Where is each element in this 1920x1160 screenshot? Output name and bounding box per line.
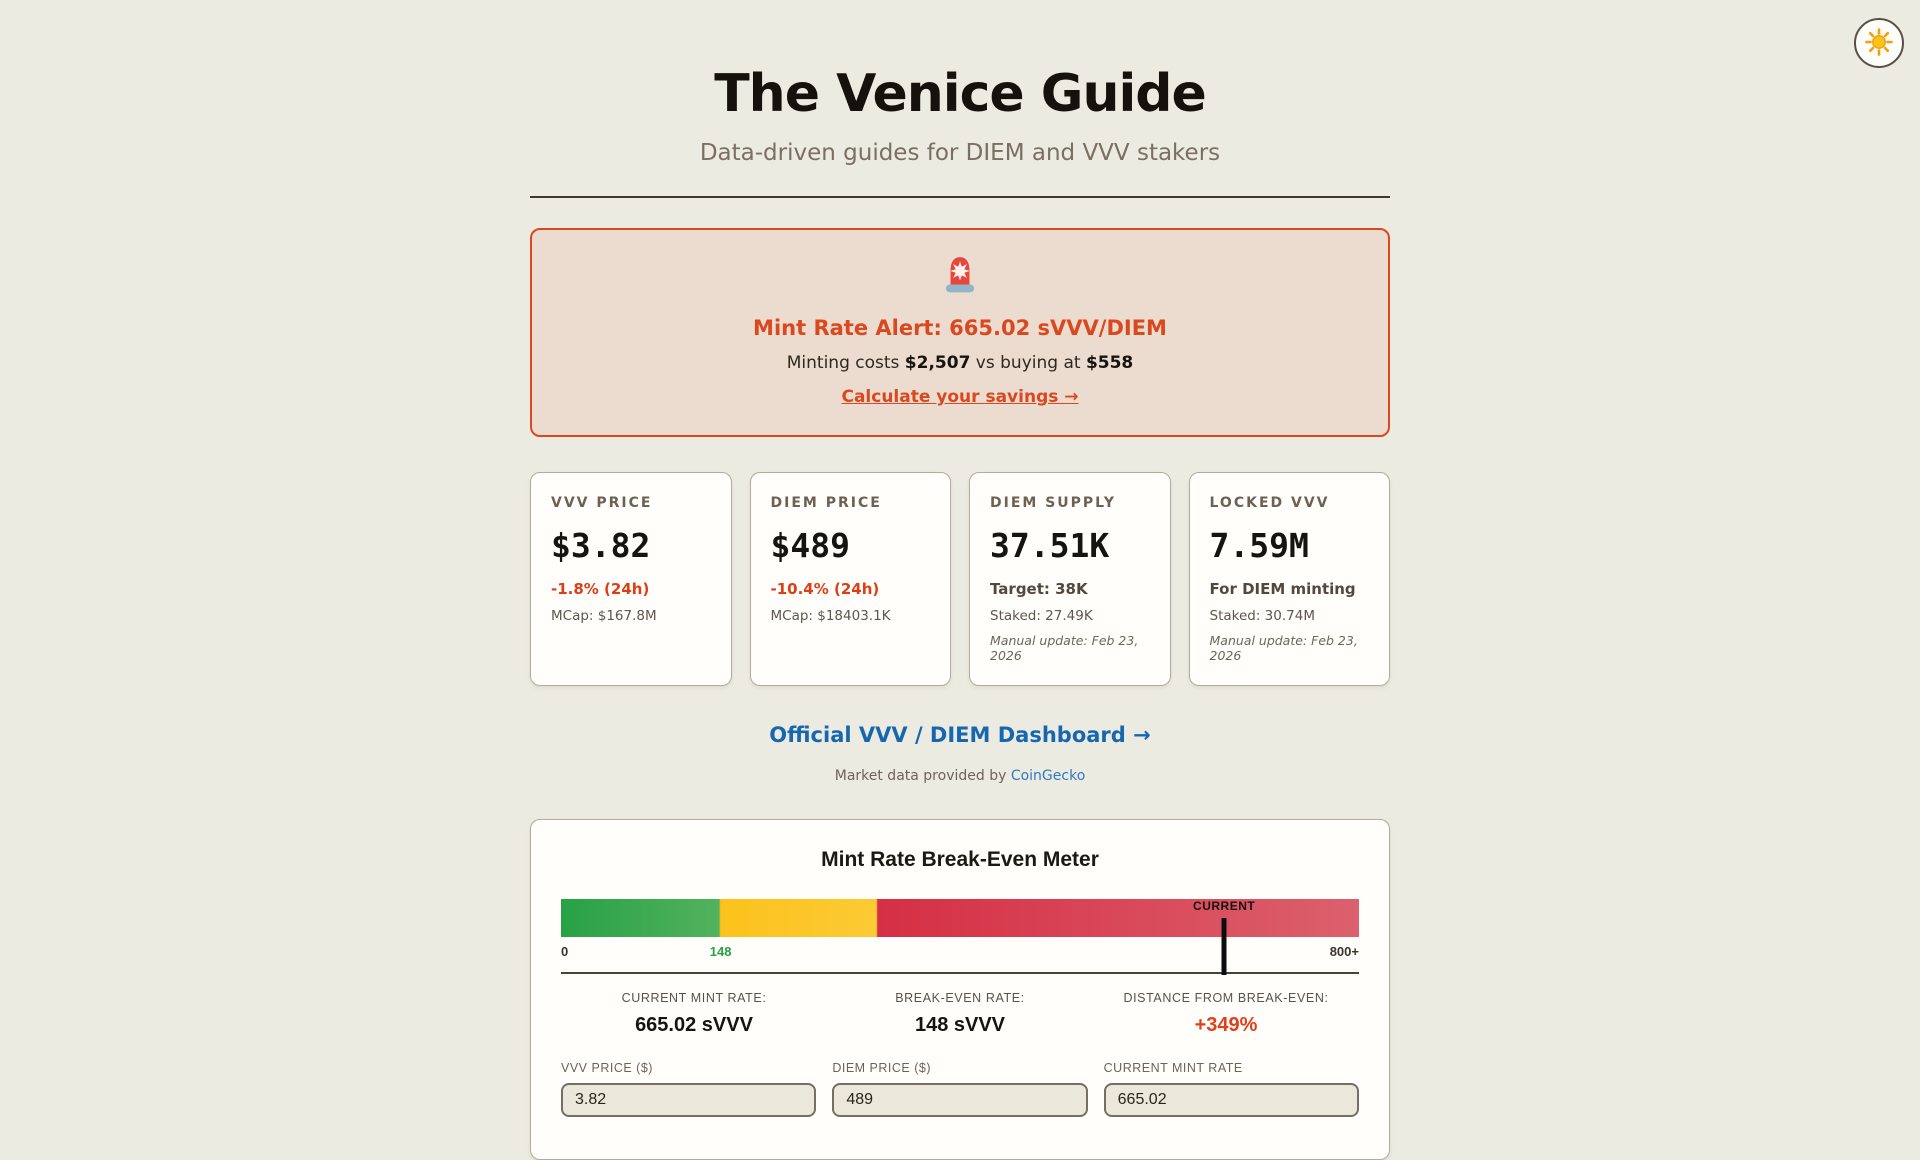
card-label: VVV PRICE (551, 495, 653, 511)
card-detail: Staked: 27.49K (990, 608, 1093, 624)
diem-price-field-group (832, 1061, 1087, 1117)
meter-inputs-row (561, 1061, 1359, 1117)
card-value: 7.59M (1209, 526, 1309, 565)
card-value: $489 (770, 526, 850, 565)
card-note: Manual update: Feb 23, 2026 (990, 633, 1139, 663)
break-even-rate-stat (827, 991, 1093, 1037)
diem-supply-card (969, 472, 1171, 686)
alert-mint-cost: $2,507 (904, 353, 971, 373)
scale-max-label: 800+ (1329, 944, 1359, 959)
card-label: DIEM PRICE (770, 495, 882, 511)
current-mint-rate-input[interactable] (1104, 1083, 1359, 1117)
data-provider-line (530, 768, 1390, 784)
alert-body (552, 353, 1368, 373)
vvv-price-card (530, 472, 732, 686)
stats-cards-row (530, 472, 1390, 686)
card-value: $3.82 (551, 526, 651, 565)
alert-body-prefix: Minting costs (786, 353, 905, 373)
provider-prefix: Market data provided by (834, 768, 1011, 784)
diem-price-input[interactable] (832, 1083, 1087, 1117)
locked-vvv-card (1189, 472, 1391, 686)
meter-title: Mint Rate Break-Even Meter (821, 848, 1099, 871)
current-mint-rate-field-group (1104, 1061, 1359, 1117)
current-marker-label: CURRENT (1193, 899, 1256, 913)
card-subtitle: Target: 38K (990, 580, 1088, 598)
meter-divider (561, 972, 1359, 974)
scale-breakeven-label: 148 (709, 944, 732, 959)
current-mint-rate-stat (561, 991, 827, 1037)
distance-from-break-even-stat (1093, 991, 1359, 1037)
calculate-savings-link[interactable]: Calculate your savings → (841, 387, 1079, 407)
vvv-price-field-group (561, 1061, 816, 1117)
card-detail: MCap: $18403.1K (770, 608, 891, 624)
current-mint-rate-input-label: CURRENT MINT RATE (1103, 1061, 1243, 1075)
mint-rate-alert-banner (530, 228, 1390, 437)
diem-price-card (750, 472, 952, 686)
stat-value: 665.02 sVVV (635, 1014, 753, 1036)
page-title: The Venice Guide (714, 64, 1206, 124)
vvv-price-input[interactable] (561, 1083, 816, 1117)
main-content (530, 0, 1390, 1160)
stat-label: CURRENT MINT RATE: (621, 991, 767, 1005)
alert-title: Mint Rate Alert: 665.02 sVVV/DIEM (753, 316, 1167, 340)
card-change: -10.4% (24h) (770, 580, 880, 598)
stat-value: 148 sVVV (914, 1014, 1006, 1036)
page-subtitle: Data-driven guides for DIEM and VVV stakers (699, 140, 1221, 166)
vvv-price-input-label: VVV PRICE ($) (561, 1061, 653, 1075)
stat-value: +349% (1194, 1014, 1258, 1036)
coingecko-link[interactable]: CoinGecko (1010, 768, 1086, 784)
break-even-meter-card (530, 819, 1390, 1160)
card-subtitle: For DIEM minting (1209, 580, 1356, 598)
meter-scale (561, 944, 1359, 961)
card-detail: Staked: 30.74M (1209, 608, 1315, 624)
theme-toggle-button[interactable] (1854, 18, 1904, 68)
alert-body-middle: vs buying at (970, 353, 1086, 373)
stat-label: DISTANCE FROM BREAK-EVEN: (1123, 991, 1329, 1005)
card-label: DIEM SUPPLY (990, 495, 1117, 511)
sun-icon (1865, 28, 1893, 59)
card-detail: MCap: $167.8M (551, 608, 657, 624)
meter-stats-row (561, 991, 1359, 1037)
diem-price-input-label: DIEM PRICE ($) (832, 1061, 932, 1075)
siren-icon (939, 281, 981, 300)
scale-min-label: 0 (561, 944, 569, 959)
card-change: -1.8% (24h) (551, 580, 650, 598)
break-even-meter (561, 899, 1359, 961)
official-dashboard-link[interactable]: Official VVV / DIEM Dashboard → (769, 723, 1151, 747)
header-divider (530, 196, 1390, 198)
card-note: Manual update: Feb 23, 2026 (1209, 633, 1358, 663)
card-value: 37.51K (990, 526, 1110, 565)
alert-buy-cost: $558 (1085, 353, 1134, 373)
stat-label: BREAK-EVEN RATE: (895, 991, 1025, 1005)
card-label: LOCKED VVV (1209, 495, 1330, 511)
